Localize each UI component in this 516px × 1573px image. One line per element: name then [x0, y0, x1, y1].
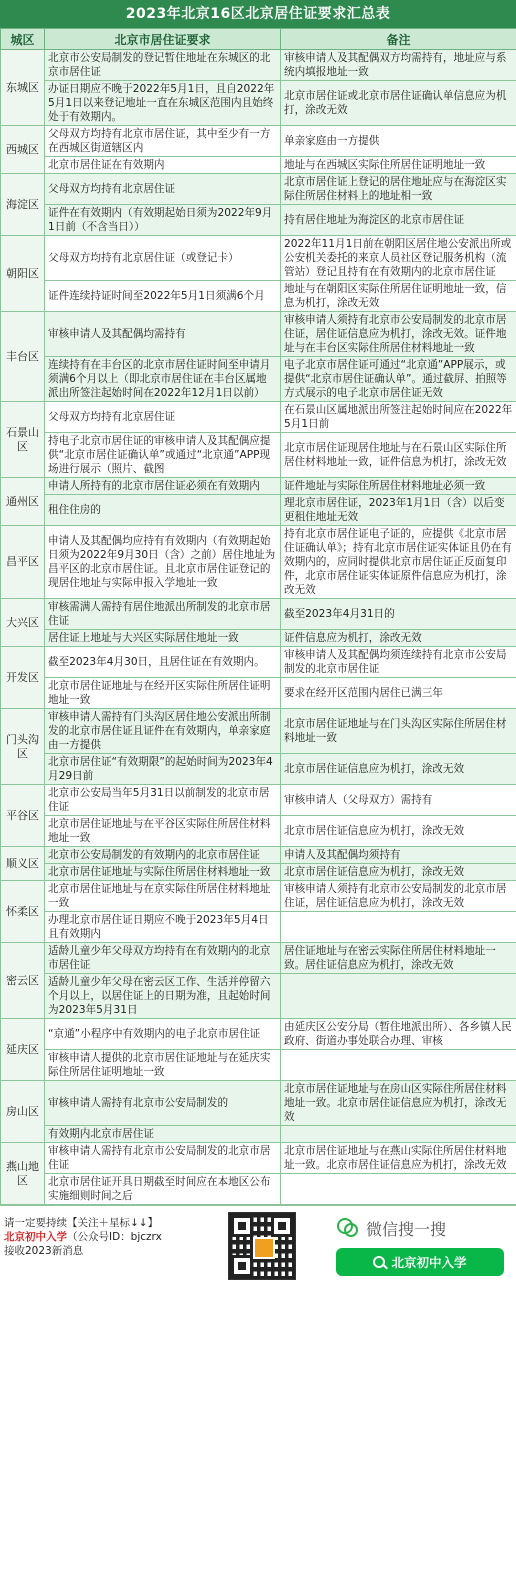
- table-row: [1, 912, 516, 943]
- note-cell: 北京市居住证上登记的居住地址应与在海淀区实际住所居住材料上的地址相一致: [281, 174, 516, 205]
- table-row: [1, 864, 516, 881]
- qr-finder: [231, 1215, 253, 1237]
- district-cell: 开发区: [1, 647, 45, 709]
- wechat-search-button[interactable]: [336, 1248, 504, 1276]
- table-row: [1, 678, 516, 709]
- district-cell: 通州区: [1, 478, 45, 526]
- table-row: [1, 785, 516, 816]
- table-row: [1, 754, 516, 785]
- note-cell: [281, 1174, 516, 1205]
- header-note: 备注: [281, 29, 516, 50]
- table-row: [1, 357, 516, 402]
- table-row: [1, 126, 516, 157]
- district-cell: 海淀区: [1, 174, 45, 236]
- footer-text: [4, 1216, 214, 1258]
- requirement-cell: 北京市公安局制发的有效期内的北京市居住证: [45, 847, 281, 864]
- note-cell: 单亲家庭由一方提供: [281, 126, 516, 157]
- note-cell: [281, 1050, 516, 1081]
- note-cell: 北京市居住证地址与在燕山实际住所居住材料地址一致。北京市居住证信息应为机打，涂改无效: [281, 1143, 516, 1174]
- requirement-cell: 父母双方均持有北京居住证: [45, 402, 281, 433]
- requirement-cell: 适龄儿童少年父母双方均持有在有效期内的北京市居住证: [45, 943, 281, 974]
- district-cell: 顺义区: [1, 847, 45, 881]
- footer-account-id: （公众号ID：bjczrx: [67, 1231, 162, 1243]
- requirement-cell: 截至2023年4月30日，且居住证在有效期内。: [45, 647, 281, 678]
- district-cell: 丰台区: [1, 312, 45, 402]
- note-cell: [281, 912, 516, 943]
- district-cell: 东城区: [1, 50, 45, 126]
- requirement-cell: 审核需满人需持有居住地派出所制发的北京市居住证: [45, 599, 281, 630]
- note-cell: 证件信息应为机打，涂改无效: [281, 630, 516, 647]
- district-cell: 门头沟区: [1, 709, 45, 785]
- note-cell: 地址与在西城区实际住所居住证明地址一致: [281, 157, 516, 174]
- table-row: [1, 1019, 516, 1050]
- note-cell: 北京市居住证信息应为机打，涂改无效: [281, 754, 516, 785]
- residence-permit-table: [0, 28, 516, 1205]
- requirement-cell: 北京市居住证地址与在京实际住所居住材料地址一致: [45, 881, 281, 912]
- note-cell: 北京市居住证地址与在门头沟区实际住所居住材料地址一致: [281, 709, 516, 754]
- search-icon: [373, 1256, 385, 1268]
- district-cell: 大兴区: [1, 599, 45, 647]
- note-cell: 申请人及其配偶均须持有: [281, 847, 516, 864]
- table-row: [1, 816, 516, 847]
- requirement-cell: 租住住房的: [45, 495, 281, 526]
- table-row: [1, 1174, 516, 1205]
- requirement-cell: 北京市居住证在有效期内: [45, 157, 281, 174]
- requirement-cell: 持电子北京市居住证的审核申请人及其配偶应提供“北京市居住证确认单”或通过“北京通”APP现场进行展示（照片、截图: [45, 433, 281, 478]
- table-header-row: [1, 29, 516, 50]
- requirement-cell: 父母双方均持有北京市居住证，其中至少有一方在西城区街道辖区内: [45, 126, 281, 157]
- table-row: [1, 312, 516, 357]
- note-cell: 审核申请人（父母双方）需持有: [281, 785, 516, 816]
- requirement-cell: 申请人及其配偶均应持有有效期内（有效期起始日须为2022年9月30日（含）之前）居住地址为昌平区的北京市居住证。且北京市居住证登记的现居住地址与实际申报入学地址一致: [45, 526, 281, 599]
- note-cell: 居住证地址与在密云实际住所居住材料地址一致。居住证信息应为机打，涂改无效: [281, 943, 516, 974]
- footer: [0, 1205, 516, 1286]
- table-row: [1, 709, 516, 754]
- wechat-search-label: 微信搜一搜: [366, 1219, 447, 1239]
- footer-brand-line: [4, 1230, 214, 1244]
- table-row: [1, 599, 516, 630]
- table-row: [1, 236, 516, 281]
- requirement-cell: 审核申请人需持有北京市公安局制发的北京市居住证: [45, 1143, 281, 1174]
- requirement-cell: 申请人所持有的北京市居住证必须在有效期内: [45, 478, 281, 495]
- note-cell: 审核申请人及其配偶均须连续持有北京市公安局制发的北京市居住证: [281, 647, 516, 678]
- note-cell: 北京市居住证地址与在房山区实际住所居住材料地址一致。北京市居住证信息应为机打，涂改无效: [281, 1081, 516, 1126]
- requirement-cell: 北京市公安局当年5月31日以前制发的北京市居住证: [45, 785, 281, 816]
- table-body: [1, 50, 516, 1205]
- requirement-cell: 北京市居住证“有效期限”的起始时间为2023年4月29日前: [45, 754, 281, 785]
- table-row: [1, 205, 516, 236]
- table-row: [1, 1050, 516, 1081]
- qr-finder: [231, 1255, 253, 1277]
- footer-receive-text: 接收2023新消息: [4, 1245, 84, 1257]
- qr-logo: [253, 1237, 275, 1259]
- requirement-cell: 证件在有效期内（有效期起始日须为2022年9月1日前（不含当日））: [45, 205, 281, 236]
- requirement-cell: 审核申请人需持有门头沟区居住地公安派出所制发的北京市居住证且证件在有效期内，单亲家庭由一方提供: [45, 709, 281, 754]
- note-cell: 北京市居住证现居住地址与在石景山区实际住所居住材料地址一致，证件信息为机打，涂改无效: [281, 433, 516, 478]
- table-row: [1, 478, 516, 495]
- table-row: [1, 526, 516, 599]
- qr-code: [228, 1212, 296, 1280]
- footer-follow-text: 请一定要持续【关注＋星标↓↓】: [4, 1217, 159, 1229]
- requirement-cell: 北京市居住证地址与在平谷区实际住所居住材料地址一致: [45, 816, 281, 847]
- district-cell: 房山区: [1, 1081, 45, 1143]
- requirement-cell: 办理北京市居住证日期应不晚于2023年5月4日且有效期内: [45, 912, 281, 943]
- table-row: [1, 50, 516, 81]
- header-district: 城区: [1, 29, 45, 50]
- note-cell: 2022年11月1日前在朝阳区居住地公安派出所或公安机关委托的来京人员社区登记服务机构（流管站）登记且持有在有效期内的北京市居住证: [281, 236, 516, 281]
- table-row: [1, 943, 516, 974]
- note-cell: 审核申请人须持有北京市公安局制发的北京市居住证，居住证信息应为机打，涂改无效: [281, 881, 516, 912]
- note-cell: 理北京市居住证，2023年1月1日（含）以后变更租住地址无效: [281, 495, 516, 526]
- requirement-cell: 证件连续持证时间至2022年5月1日须满6个月: [45, 281, 281, 312]
- requirement-cell: 办证日期应不晚于2022年5月1日，且自2022年5月1日以来登记地址一直在东城区范围内且始终处于有效期内。: [45, 81, 281, 126]
- note-cell: 北京市居住证信息应为机打，涂改无效: [281, 816, 516, 847]
- district-cell: 密云区: [1, 943, 45, 1019]
- qr-finder: [271, 1215, 293, 1237]
- note-cell: 在石景山区属地派出所签注起始时间应在2022年5月1日前: [281, 402, 516, 433]
- wechat-search-logo: [336, 1214, 506, 1242]
- district-cell: 西城区: [1, 126, 45, 174]
- note-cell: 由延庆区公安分局（暂住地派出所）、各乡镇人民政府、街道办事处联合办理、审核: [281, 1019, 516, 1050]
- page-title: 2023年北京16区北京居住证要求汇总表: [0, 0, 516, 28]
- table-row: [1, 157, 516, 174]
- header-requirement: 北京市居住证要求: [45, 29, 281, 50]
- table-row: [1, 881, 516, 912]
- note-cell: 审核申请人须持有北京市公安局制发的北京市居住证，居住证信息应为机打，涂改无效。证件地址与在丰台区实际住所居住材料地址一致: [281, 312, 516, 357]
- requirement-cell: 审核申请人提供的北京市居住证地址与在延庆实际住所居住证明地址一致: [45, 1050, 281, 1081]
- requirement-cell: 审核申请人及其配偶均需持有: [45, 312, 281, 357]
- district-cell: 石景山区: [1, 402, 45, 478]
- requirement-cell: 父母双方均持有北京居住证（或登记卡）: [45, 236, 281, 281]
- note-cell: [281, 1126, 516, 1143]
- table-row: [1, 81, 516, 126]
- table-row: [1, 281, 516, 312]
- table-row: [1, 174, 516, 205]
- requirement-cell: 居住证上地址与大兴区实际居住地址一致: [45, 630, 281, 647]
- note-cell: 要求在经开区范围内居住已满三年: [281, 678, 516, 709]
- district-cell: 怀柔区: [1, 881, 45, 943]
- note-cell: 截至2023年4月31日的: [281, 599, 516, 630]
- requirement-cell: 北京市居住证地址与实际住所居住材料地址一致: [45, 864, 281, 881]
- table-row: [1, 402, 516, 433]
- district-cell: 朝阳区: [1, 236, 45, 312]
- note-cell: 北京市居住证信息应为机打，涂改无效: [281, 864, 516, 881]
- note-cell: 持有北京市居住证电子证的，应提供《北京市居住证确认单》；持有北京市居住证实体证且仍在有效期内的，应同时提供北京市居住证正反面复印件，北京市居住证实体证原件信息应为机打，涂改无效: [281, 526, 516, 599]
- district-cell: 昌平区: [1, 526, 45, 599]
- table-row: [1, 1081, 516, 1126]
- table-row: [1, 433, 516, 478]
- note-cell: 电子北京市居住证可通过“北京通”APP展示，或提供“北京市居住证确认单”。通过截屏、拍照等方式展示的电子北京市居住证无效: [281, 357, 516, 402]
- requirement-cell: “京通”小程序中有效期内的电子北京市居住证: [45, 1019, 281, 1050]
- district-cell: 燕山地区: [1, 1143, 45, 1205]
- footer-brand: 北京初中入学: [4, 1231, 67, 1243]
- table-row: [1, 1126, 516, 1143]
- district-cell: 平谷区: [1, 785, 45, 847]
- requirement-cell: 北京市居住证地址与在经开区实际住所居住证明地址一致: [45, 678, 281, 709]
- note-cell: 地址与在朝阳区实际住所居住证明地址一致，信息为机打，涂改无效: [281, 281, 516, 312]
- district-cell: 延庆区: [1, 1019, 45, 1081]
- search-button-label: 北京初中入学: [391, 1255, 467, 1270]
- requirement-cell: 北京市居住证开具日期截至时间应在本地区公布实施细则时间之后: [45, 1174, 281, 1205]
- requirement-cell: 父母双方均持有北京居住证: [45, 174, 281, 205]
- table-row: [1, 847, 516, 864]
- note-cell: 北京市居住证或北京市居住证确认单信息应为机打，涂改无效: [281, 81, 516, 126]
- requirement-cell: 有效期内北京市居住证: [45, 1126, 281, 1143]
- table-row: [1, 495, 516, 526]
- table-row: [1, 647, 516, 678]
- table-row: [1, 630, 516, 647]
- requirement-cell: 适龄儿童少年父母在密云区工作、生活并停留六个月以上，以居住证上的日期为准，且起始时间为2023年5月31日: [45, 974, 281, 1019]
- requirement-cell: 审核申请人需持有北京市公安局制发的: [45, 1081, 281, 1126]
- table-row: [1, 974, 516, 1019]
- requirement-cell: 连续持有在丰台区的北京市居住证时间至申请月须满6个月以上（即北京市居住证在丰台区属地派出所签注起始时间在2022年12月1日以前）: [45, 357, 281, 402]
- wechat-search-icon: [336, 1216, 360, 1240]
- note-cell: 审核申请人及其配偶双方均需持有，地址应与系统内填报地址一致: [281, 50, 516, 81]
- note-cell: 证件地址与实际住所居住材料地址必须一致: [281, 478, 516, 495]
- requirement-cell: 北京市公安局制发的登记暂住地址在东城区的北京市居住证: [45, 50, 281, 81]
- note-cell: 持有居住地址为海淀区的北京市居住证: [281, 205, 516, 236]
- note-cell: [281, 974, 516, 1019]
- table-row: [1, 1143, 516, 1174]
